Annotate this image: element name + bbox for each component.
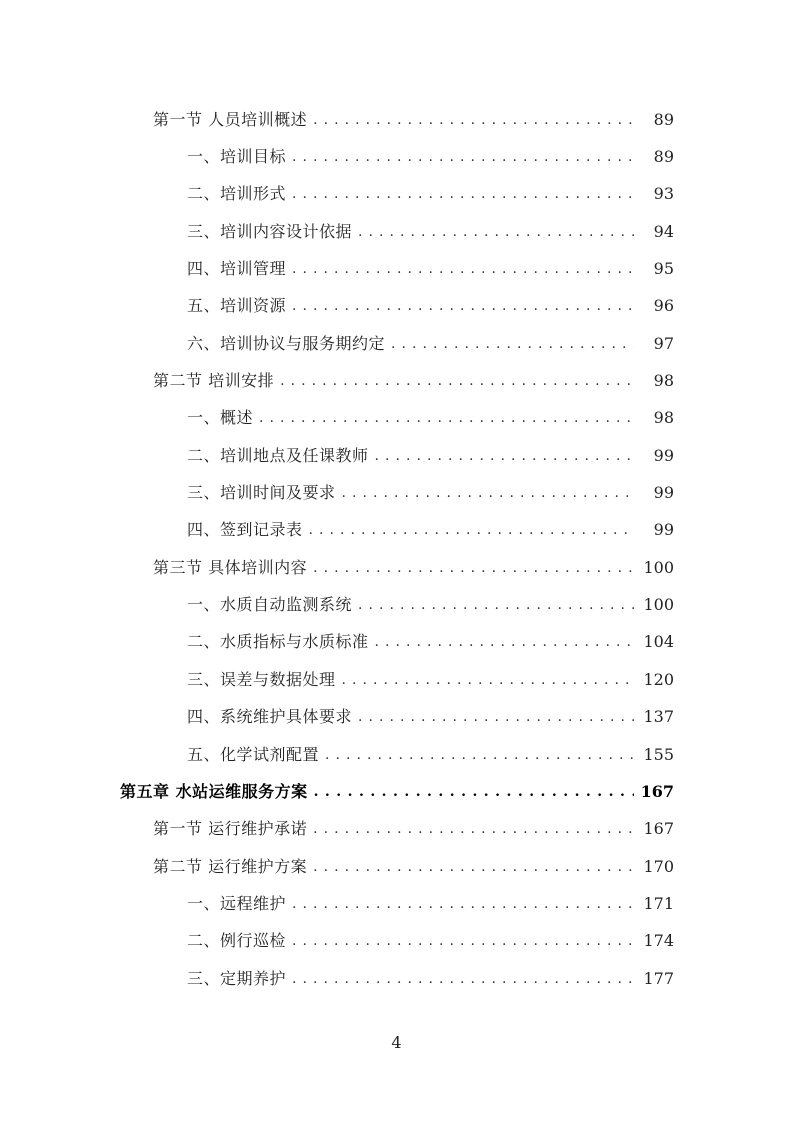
- toc-chapter-entry[interactable]: [0, 773, 793, 810]
- toc-entry-title: 四、签到记录表: [187, 520, 303, 540]
- toc-entry-page: 89: [653, 109, 674, 129]
- toc-entry-page: 137: [643, 707, 674, 727]
- toc-dot-leader: [292, 894, 634, 914]
- toc-entry-page: 99: [653, 483, 674, 503]
- toc-entry-page: 93: [653, 184, 674, 204]
- toc-section-entry[interactable]: [0, 811, 793, 848]
- toc-dot-leader: [259, 408, 634, 428]
- toc-subsection-entry[interactable]: [0, 437, 793, 474]
- toc-entry-title: 五、化学试剂配置: [187, 744, 320, 764]
- toc-dot-leader: [391, 334, 634, 354]
- toc-subsection-entry[interactable]: [0, 176, 793, 213]
- toc-dot-leader: [313, 558, 634, 578]
- toc-entry-title: 三、培训时间及要求: [187, 483, 336, 503]
- toc-entry-page: 97: [653, 333, 674, 353]
- toc-entry-page: 174: [643, 931, 674, 951]
- toc-dot-leader: [313, 819, 634, 839]
- toc-entry-title: 第二节 培训安排: [153, 371, 275, 391]
- toc-entry-title: 第一节 运行维护承诺: [153, 819, 308, 839]
- toc-entry-page: 167: [640, 781, 674, 801]
- toc-entry-page: 89: [653, 147, 674, 167]
- toc-entry-title: 一、远程维护: [187, 893, 287, 913]
- toc-subsection-entry[interactable]: [0, 325, 793, 362]
- toc-entry-title: 五、培训资源: [187, 296, 287, 316]
- toc-subsection-entry[interactable]: [0, 138, 793, 175]
- toc-entry-page: 104: [643, 632, 674, 652]
- toc-dot-leader: [313, 857, 634, 877]
- toc-entry-title: 二、培训形式: [187, 184, 287, 204]
- toc-subsection-entry[interactable]: [0, 699, 793, 736]
- toc-entry-page: 155: [643, 744, 674, 764]
- toc-entry-title: 第三节 具体培训内容: [153, 557, 308, 577]
- toc-subsection-entry[interactable]: [0, 661, 793, 698]
- toc-entry-title: 二、水质指标与水质标准: [187, 632, 369, 652]
- toc-entry-page: 120: [643, 669, 674, 689]
- toc-entry-title: 三、误差与数据处理: [187, 669, 336, 689]
- toc-dot-leader: [292, 259, 634, 279]
- toc-dot-leader: [280, 371, 634, 391]
- toc-entry-title: 第一节 人员培训概述: [153, 109, 308, 129]
- toc-entry-page: 100: [643, 595, 674, 615]
- toc-subsection-entry[interactable]: [0, 736, 793, 773]
- toc-subsection-entry[interactable]: [0, 885, 793, 922]
- toc-dot-leader: [292, 969, 634, 989]
- toc-dot-leader: [292, 296, 634, 316]
- toc-dot-leader: [342, 483, 634, 503]
- toc-entry-title: 一、水质自动监测系统: [187, 595, 353, 615]
- toc-entry-page: 99: [653, 445, 674, 465]
- toc-entry-page: 171: [643, 893, 674, 913]
- toc-entry-title: 第二节 运行维护方案: [153, 856, 308, 876]
- toc-subsection-entry[interactable]: [0, 960, 793, 997]
- toc-subsection-entry[interactable]: [0, 213, 793, 250]
- toc-dot-leader: [314, 782, 634, 802]
- toc-dot-leader: [309, 520, 634, 540]
- toc-section-entry[interactable]: [0, 549, 793, 586]
- toc-dot-leader: [358, 222, 634, 242]
- toc-entry-page: 96: [653, 296, 674, 316]
- toc-entry-title: 二、例行巡检: [187, 931, 287, 951]
- page-number: 4: [391, 1033, 402, 1052]
- toc-subsection-entry[interactable]: [0, 624, 793, 661]
- toc-entry-title: 二、培训地点及任课教师: [187, 445, 369, 465]
- toc-subsection-entry[interactable]: [0, 474, 793, 511]
- toc-entry-page: 98: [653, 408, 674, 428]
- toc-entry-page: 99: [653, 520, 674, 540]
- toc-entry-page: 98: [653, 371, 674, 391]
- toc-entry-title: 第五章 水站运维服务方案: [120, 781, 308, 801]
- toc-entry-page: 95: [653, 259, 674, 279]
- toc-entry-page: 177: [643, 968, 674, 988]
- toc-subsection-entry[interactable]: [0, 512, 793, 549]
- toc-entry-page: 167: [643, 819, 674, 839]
- toc-section-entry[interactable]: [0, 101, 793, 138]
- toc-entry-page: 170: [643, 856, 674, 876]
- toc-dot-leader: [342, 670, 634, 690]
- toc-entry-title: 四、培训管理: [187, 259, 287, 279]
- toc-dot-leader: [375, 446, 634, 466]
- toc-entry-title: 四、系统维护具体要求: [187, 707, 353, 727]
- toc-dot-leader: [358, 595, 634, 615]
- toc-entry-page: 94: [653, 221, 674, 241]
- toc-dot-leader: [313, 110, 634, 130]
- toc-entry-title: 三、定期养护: [187, 968, 287, 988]
- table-of-contents: [0, 101, 793, 997]
- toc-dot-leader: [292, 184, 634, 204]
- toc-section-entry[interactable]: [0, 848, 793, 885]
- toc-dot-leader: [292, 147, 634, 167]
- toc-entry-title: 三、培训内容设计依据: [187, 221, 353, 241]
- toc-entry-page: 100: [643, 557, 674, 577]
- toc-subsection-entry[interactable]: [0, 288, 793, 325]
- toc-entry-title: 一、培训目标: [187, 147, 287, 167]
- toc-dot-leader: [375, 632, 634, 652]
- toc-subsection-entry[interactable]: [0, 586, 793, 623]
- toc-entry-title: 一、概述: [187, 408, 254, 428]
- toc-subsection-entry[interactable]: [0, 923, 793, 960]
- toc-subsection-entry[interactable]: [0, 250, 793, 287]
- toc-subsection-entry[interactable]: [0, 400, 793, 437]
- toc-section-entry[interactable]: [0, 362, 793, 399]
- toc-dot-leader: [358, 707, 634, 727]
- toc-entry-title: 六、培训协议与服务期约定: [187, 333, 386, 353]
- toc-dot-leader: [292, 931, 634, 951]
- toc-dot-leader: [325, 745, 634, 765]
